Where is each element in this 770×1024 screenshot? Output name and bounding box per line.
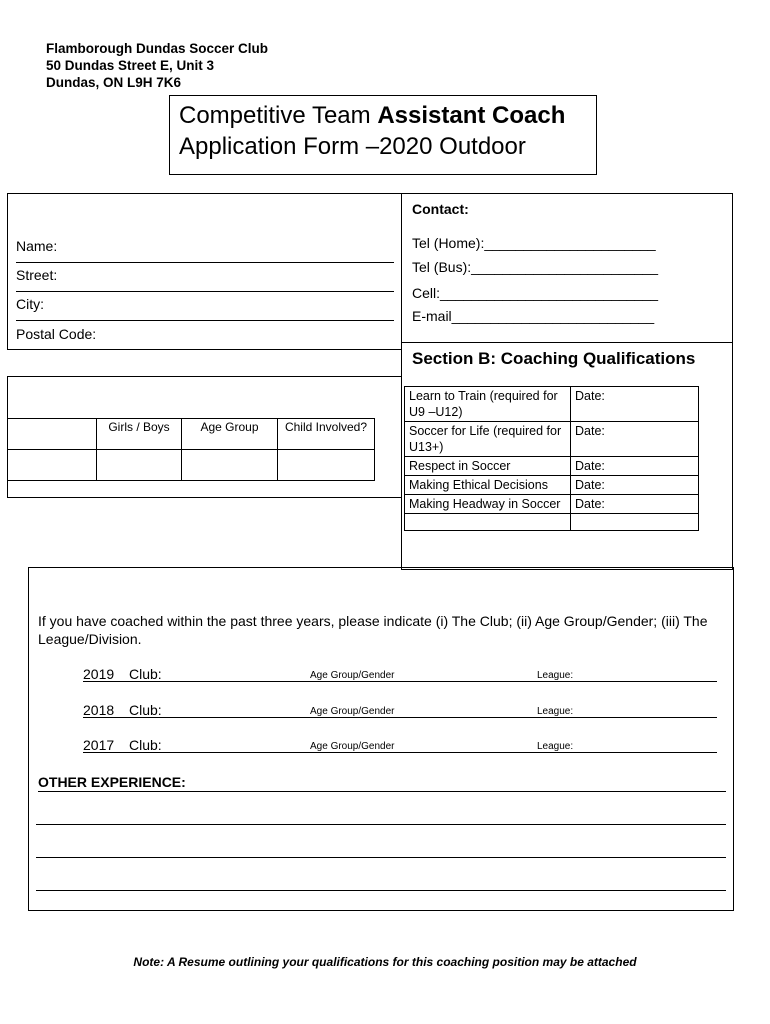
- girls-boys-cell[interactable]: [97, 450, 182, 481]
- date-cell[interactable]: [571, 514, 699, 531]
- children-box: [7, 376, 402, 498]
- city-line: [16, 320, 394, 321]
- course-cell: Making Ethical Decisions: [405, 476, 571, 495]
- name-label: Name:: [16, 238, 58, 254]
- tel-bus-field[interactable]: Tel (Bus):________________________: [412, 259, 658, 275]
- children-table: [7, 418, 375, 481]
- name-field[interactable]: [16, 238, 396, 262]
- qualifications-table: [404, 386, 699, 531]
- club-label: [129, 737, 162, 753]
- date-cell[interactable]: Date:: [571, 476, 699, 495]
- qualification-row: [405, 495, 699, 514]
- club-label-text: Club:: [129, 666, 162, 682]
- age-group-label: Age Group/Gender: [310, 706, 395, 717]
- other-experience-line-1[interactable]: [38, 791, 726, 792]
- experience-intro: If you have coached within the past three years, please indicate (i) The Club; (ii) Age Group/Gender; (iii) The League/Division.: [38, 613, 708, 647]
- children-row: [8, 450, 375, 481]
- other-experience-heading: OTHER EXPERIENCE:: [38, 774, 186, 790]
- league-label: League:: [537, 706, 574, 717]
- email-field[interactable]: E-mail__________________________: [412, 308, 655, 324]
- section-b-heading: Section B: Coaching Qualifications: [412, 349, 696, 368]
- club-label: [129, 702, 162, 718]
- qualification-row: [405, 514, 699, 531]
- club-address-line2: Dundas, ON L9H 7K6: [46, 75, 182, 90]
- club-label-text: Club:: [129, 702, 162, 718]
- qualification-row: [405, 387, 699, 422]
- contact-divider: [401, 342, 733, 343]
- experience-line: [83, 717, 717, 718]
- name-line: [16, 262, 394, 263]
- course-cell: Making Headway in Soccer: [405, 495, 571, 514]
- form-title-line1: [179, 100, 596, 131]
- resume-note: Note: A Resume outlining your qualifications for this coaching position may be attached: [133, 955, 637, 969]
- postal-field[interactable]: [16, 326, 96, 342]
- age-group-cell[interactable]: [182, 450, 278, 481]
- qualification-row: [405, 476, 699, 495]
- cell-field[interactable]: Cell:____________________________: [412, 285, 659, 301]
- club-label: [129, 666, 162, 682]
- title-bold: Assistant Coach: [377, 102, 566, 129]
- qualification-row: [405, 422, 699, 457]
- club-header: [46, 40, 268, 91]
- date-cell[interactable]: Date:: [571, 495, 699, 514]
- form-title-line2: Application Form –2020 Outdoor: [179, 133, 526, 160]
- form-title-box: [169, 95, 597, 175]
- date-cell[interactable]: Date:: [571, 422, 699, 457]
- city-field[interactable]: [16, 296, 396, 320]
- child-involved-cell[interactable]: [278, 450, 375, 481]
- league-label: League:: [537, 670, 574, 681]
- course-cell[interactable]: [405, 514, 571, 531]
- tel-home-field[interactable]: Tel (Home):______________________: [412, 235, 656, 251]
- other-experience-line-2[interactable]: [36, 824, 726, 825]
- girls-boys-header: Girls / Boys: [97, 419, 182, 450]
- street-label: Street:: [16, 267, 58, 283]
- experience-row-2018[interactable]: [83, 702, 717, 718]
- experience-line: [83, 681, 717, 682]
- year-label: 2018: [83, 702, 115, 718]
- other-experience-line-3[interactable]: [36, 857, 726, 858]
- age-group-header: Age Group: [182, 419, 278, 450]
- course-cell: Learn to Train (required for U9 –U12): [405, 387, 571, 422]
- club-name: Flamborough Dundas Soccer Club: [46, 41, 269, 56]
- age-group-label: Age Group/Gender: [310, 741, 395, 752]
- year-label: 2019: [83, 666, 115, 682]
- city-label: City:: [16, 296, 44, 312]
- postal-label: Postal Code:: [16, 326, 97, 342]
- child-involved-header: Child Involved?: [278, 419, 375, 450]
- children-header-blank: [8, 419, 97, 450]
- contact-heading: Contact:: [412, 201, 469, 217]
- experience-line: [83, 752, 717, 753]
- street-field[interactable]: [16, 267, 396, 291]
- course-cell: Respect in Soccer: [405, 457, 571, 476]
- qualification-row: [405, 457, 699, 476]
- personal-info-box: [7, 193, 402, 350]
- experience-row-2017[interactable]: [83, 737, 717, 753]
- street-line: [16, 291, 394, 292]
- course-cell: Soccer for Life (required for U13+): [405, 422, 571, 457]
- other-experience-line-4[interactable]: [36, 890, 726, 891]
- club-address-line1: 50 Dundas Street E, Unit 3: [46, 58, 215, 73]
- experience-box: [28, 567, 734, 911]
- date-cell[interactable]: Date:: [571, 387, 699, 422]
- age-group-label: Age Group/Gender: [310, 670, 395, 681]
- league-label: League:: [537, 741, 574, 752]
- title-prefix: Competitive Team: [179, 102, 378, 129]
- child-name-cell[interactable]: [8, 450, 97, 481]
- experience-row-2019[interactable]: [83, 666, 717, 682]
- year-label: 2017: [83, 737, 115, 753]
- club-label-text: Club:: [129, 737, 162, 753]
- children-header-row: [8, 419, 375, 450]
- contact-qualifications-box: [401, 193, 733, 570]
- date-cell[interactable]: Date:: [571, 457, 699, 476]
